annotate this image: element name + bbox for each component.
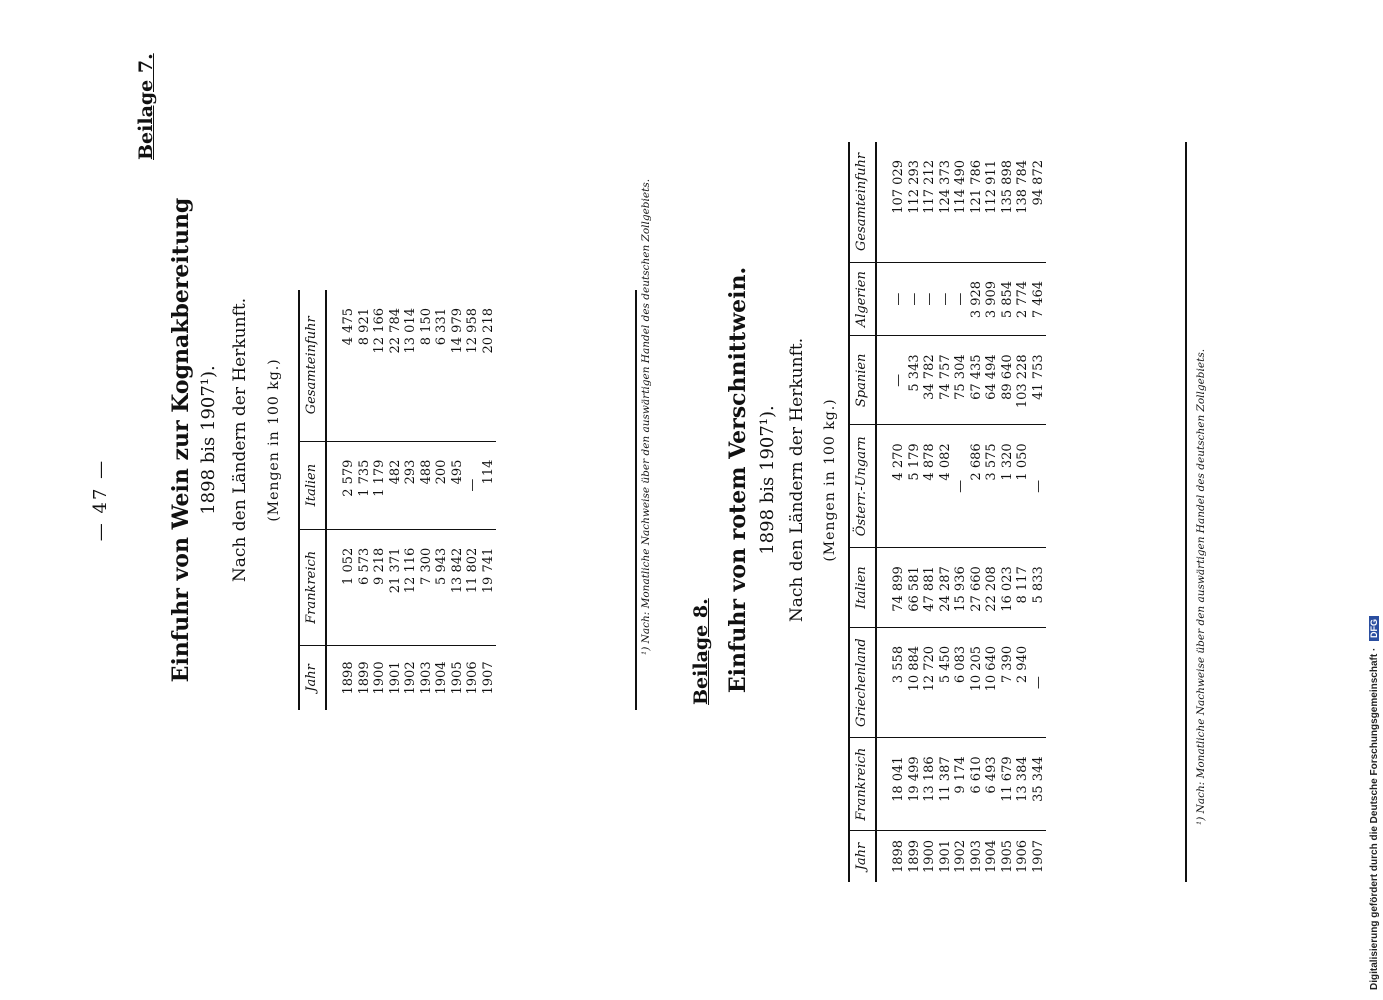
table-cell: —	[922, 262, 938, 335]
beilage7-col-header: Frankreich	[298, 529, 326, 645]
table-cell: 12 720	[922, 627, 938, 737]
table-cell: 1 179	[372, 441, 388, 529]
table-cell: 27 660	[969, 548, 985, 628]
table-cell: 1898	[891, 839, 906, 874]
beilage7-table	[298, 290, 496, 710]
beilage7-subtitle: Nach den Ländern der Herkunft.	[230, 297, 250, 583]
table-row	[953, 142, 969, 882]
table-cell: 4 878	[922, 425, 938, 548]
table-cell: 10 640	[984, 627, 1000, 737]
table-cell: 121 786	[969, 142, 985, 262]
table-cell: 4 270	[876, 425, 907, 548]
beilage8-col-header: Jahr	[848, 830, 876, 882]
table-cell: 16 023	[1000, 548, 1016, 628]
beilage7-col-header: Jahr	[298, 645, 326, 710]
table-cell: —	[953, 262, 969, 335]
table-cell: 107 029	[876, 142, 907, 262]
table-cell: 488	[419, 441, 435, 529]
beilage8-col-header: Frankreich	[848, 738, 876, 831]
table-cell: 3 928	[969, 262, 985, 335]
table-cell: —	[1031, 627, 1047, 737]
beilage8-title: Einfuhr von rotem Verschnittwein.	[725, 266, 751, 694]
table-cell: 138 784	[1015, 142, 1031, 262]
table-cell: 1902	[953, 839, 968, 874]
table-cell: 7 390	[1000, 627, 1016, 737]
table-row	[969, 142, 985, 882]
table-cell: 6 083	[953, 627, 969, 737]
table-row	[450, 290, 466, 710]
table-cell: 9 218	[372, 529, 388, 645]
table-cell: 66 581	[907, 548, 923, 628]
table-cell: 15 936	[953, 548, 969, 628]
table-cell: 8 150	[419, 290, 435, 441]
table-cell: 3 558	[876, 627, 907, 737]
beilage8-unit: (Mengen in 100 kg.)	[822, 398, 838, 562]
table-cell: 1 735	[357, 441, 373, 529]
table-cell: 12 116	[403, 529, 419, 645]
beilage8-col-header: Algerien	[848, 262, 876, 335]
table-row	[481, 290, 497, 710]
table-cell: —	[907, 262, 923, 335]
table-cell: 11 387	[938, 738, 954, 831]
table-cell: 1901	[387, 661, 403, 695]
table-cell: 22 784	[388, 290, 404, 441]
table-cell: 11 802	[465, 529, 481, 645]
table-cell: 1907	[1030, 839, 1046, 874]
table-cell: 3 909	[984, 262, 1000, 335]
table-cell: 1906	[1015, 839, 1030, 874]
table-cell: 12 958	[465, 290, 481, 441]
table-cell: 2 686	[969, 425, 985, 548]
table-cell: 112 293	[907, 142, 923, 262]
table-cell: 8 921	[357, 290, 373, 441]
table-cell: 1898	[341, 661, 356, 695]
table-cell: 12 166	[372, 290, 388, 441]
table-cell: 64 494	[984, 336, 1000, 425]
table-cell: 5 833	[1031, 548, 1047, 628]
table-cell: 13 186	[922, 738, 938, 831]
table-cell: 10 205	[969, 627, 985, 737]
table-row	[419, 290, 435, 710]
table-cell: 5 854	[1000, 262, 1016, 335]
table-cell: 74 757	[938, 336, 954, 425]
table-cell: 22 208	[984, 548, 1000, 628]
table-cell: 1899	[906, 839, 922, 874]
table-row	[326, 290, 357, 710]
table-cell: 3 575	[984, 425, 1000, 548]
beilage8-col-header: Italien	[848, 548, 876, 628]
table-cell: 1906	[465, 661, 480, 695]
table-cell: 11 679	[1000, 738, 1016, 831]
table-cell: 35 344	[1031, 738, 1047, 831]
table-cell: 1900	[922, 839, 937, 874]
beilage7-footnote: ¹) Nach: Monatliche Nachweise über den auswärtigen Handel des deutschen Zollgebiets.	[640, 178, 652, 655]
table-cell: 9 174	[953, 738, 969, 831]
table-row	[922, 142, 938, 882]
table-row	[403, 290, 419, 710]
table-cell: 24 287	[938, 548, 954, 628]
dfg-watermark	[1369, 10, 1380, 990]
beilage8-subtitle: Nach den Ländern der Herkunft.	[787, 337, 807, 623]
table-cell: 1899	[356, 661, 372, 695]
table-cell: 1901	[937, 839, 953, 874]
table-cell: 18 041	[876, 738, 907, 831]
dfg-logo: DFG	[1369, 616, 1379, 641]
table-cell: 10 884	[907, 627, 923, 737]
table-cell: 47 881	[922, 548, 938, 628]
table-cell: 6 573	[357, 529, 373, 645]
beilage7-unit: (Mengen in 100 kg.)	[266, 358, 282, 522]
table-cell: 20 218	[481, 290, 497, 441]
beilage7-col-header: Italien	[298, 441, 326, 529]
table-row	[465, 290, 481, 710]
beilage8-label: Beilage 8.	[690, 598, 712, 705]
table-cell: —	[876, 336, 907, 425]
table-cell: 4 475	[326, 290, 357, 441]
table-cell: —	[465, 441, 481, 529]
table-row	[1031, 142, 1047, 882]
table-cell: 293	[403, 441, 419, 529]
table-cell: 114 490	[953, 142, 969, 262]
table-cell: 89 640	[1000, 336, 1016, 425]
table-row	[357, 290, 373, 710]
beilage7-years: 1898 bis 1907¹).	[198, 365, 219, 515]
table-cell: 1905	[999, 839, 1015, 874]
table-cell: 13 842	[450, 529, 466, 645]
table-cell: 13 384	[1015, 738, 1031, 831]
table-cell: 112 911	[984, 142, 1000, 262]
table-cell: 14 979	[450, 290, 466, 441]
table-cell: 2 940	[1015, 627, 1031, 737]
table-cell: 5 450	[938, 627, 954, 737]
table-cell: 67 435	[969, 336, 985, 425]
table-cell: 6 493	[984, 738, 1000, 831]
table-cell: 13 014	[403, 290, 419, 441]
beilage8-col-header: Gesamteinfuhr	[848, 142, 876, 262]
table-row	[434, 290, 450, 710]
table-cell: 114	[481, 441, 497, 529]
table-cell: 7 464	[1031, 262, 1047, 335]
table-cell: 117 212	[922, 142, 938, 262]
table-cell: 1903	[418, 661, 434, 695]
table-cell: 4 082	[938, 425, 954, 548]
table-cell: —	[876, 262, 907, 335]
table-cell: 1904	[984, 839, 999, 874]
table-cell: 41 753	[1031, 336, 1047, 425]
table-cell: 5 179	[907, 425, 923, 548]
table-cell: 1902	[403, 661, 418, 695]
table-cell: 124 373	[938, 142, 954, 262]
table-cell: 1 052	[326, 529, 357, 645]
table-cell: —	[953, 425, 969, 548]
beilage8-table	[848, 142, 1046, 882]
table-row	[388, 290, 404, 710]
table-cell: 19 741	[481, 529, 497, 645]
table-cell: —	[938, 262, 954, 335]
table-row	[984, 142, 1000, 882]
beilage8-footnote: ¹) Nach: Monatliche Nachweise über den auswärtigen Handel des deutschen Zollgebiets.	[1195, 348, 1207, 825]
beilage8-col-header: Spanien	[848, 336, 876, 425]
table-cell: 75 304	[953, 336, 969, 425]
beilage7-col-header: Gesamteinfuhr	[298, 290, 326, 441]
table-cell: 1907	[480, 661, 496, 695]
table-row	[907, 142, 923, 882]
table-cell: 482	[388, 441, 404, 529]
table-cell: 1905	[449, 661, 465, 695]
table-cell: 94 872	[1031, 142, 1047, 262]
dfg-watermark-text: Digitalisierung gefördert durch die Deutsche Forschungsgemeinschaft ·	[1369, 647, 1380, 990]
table-cell: 495	[450, 441, 466, 529]
table-cell: 1 050	[1015, 425, 1031, 548]
table-row	[372, 290, 388, 710]
table-cell: —	[1031, 425, 1047, 548]
table-cell: 7 300	[419, 529, 435, 645]
beilage8-col-header: Griechenland	[848, 627, 876, 737]
table-cell: 21 371	[388, 529, 404, 645]
table-cell: 6 610	[969, 738, 985, 831]
table-cell: 103 228	[1015, 336, 1031, 425]
table-cell: 34 782	[922, 336, 938, 425]
table-cell: 135 898	[1000, 142, 1016, 262]
table-cell: 5 943	[434, 529, 450, 645]
table-cell: 1904	[434, 661, 449, 695]
table-cell: 2 774	[1015, 262, 1031, 335]
table-cell: 2 579	[326, 441, 357, 529]
table-cell: 1 320	[1000, 425, 1016, 548]
table-cell: 200	[434, 441, 450, 529]
beilage7-label: Beilage 7.	[135, 53, 157, 160]
table-row	[938, 142, 954, 882]
table-row	[1015, 142, 1031, 882]
beilage7-title: Einfuhr von Wein zur Kognakbereitung	[168, 197, 194, 683]
table-cell: 8 117	[1015, 548, 1031, 628]
beilage8-col-header: Österr.-Ungarn	[848, 425, 876, 548]
table-cell: 19 499	[907, 738, 923, 831]
table-cell: 5 343	[907, 336, 923, 425]
table-row	[876, 142, 907, 882]
page-number: — 47 —	[90, 458, 111, 542]
table-cell: 6 331	[434, 290, 450, 441]
table-cell: 1903	[968, 839, 984, 874]
beilage8-years: 1898 bis 1907¹).	[757, 405, 778, 555]
table-cell: 1900	[372, 661, 387, 695]
table-row	[1000, 142, 1016, 882]
table-cell: 74 899	[876, 548, 907, 628]
